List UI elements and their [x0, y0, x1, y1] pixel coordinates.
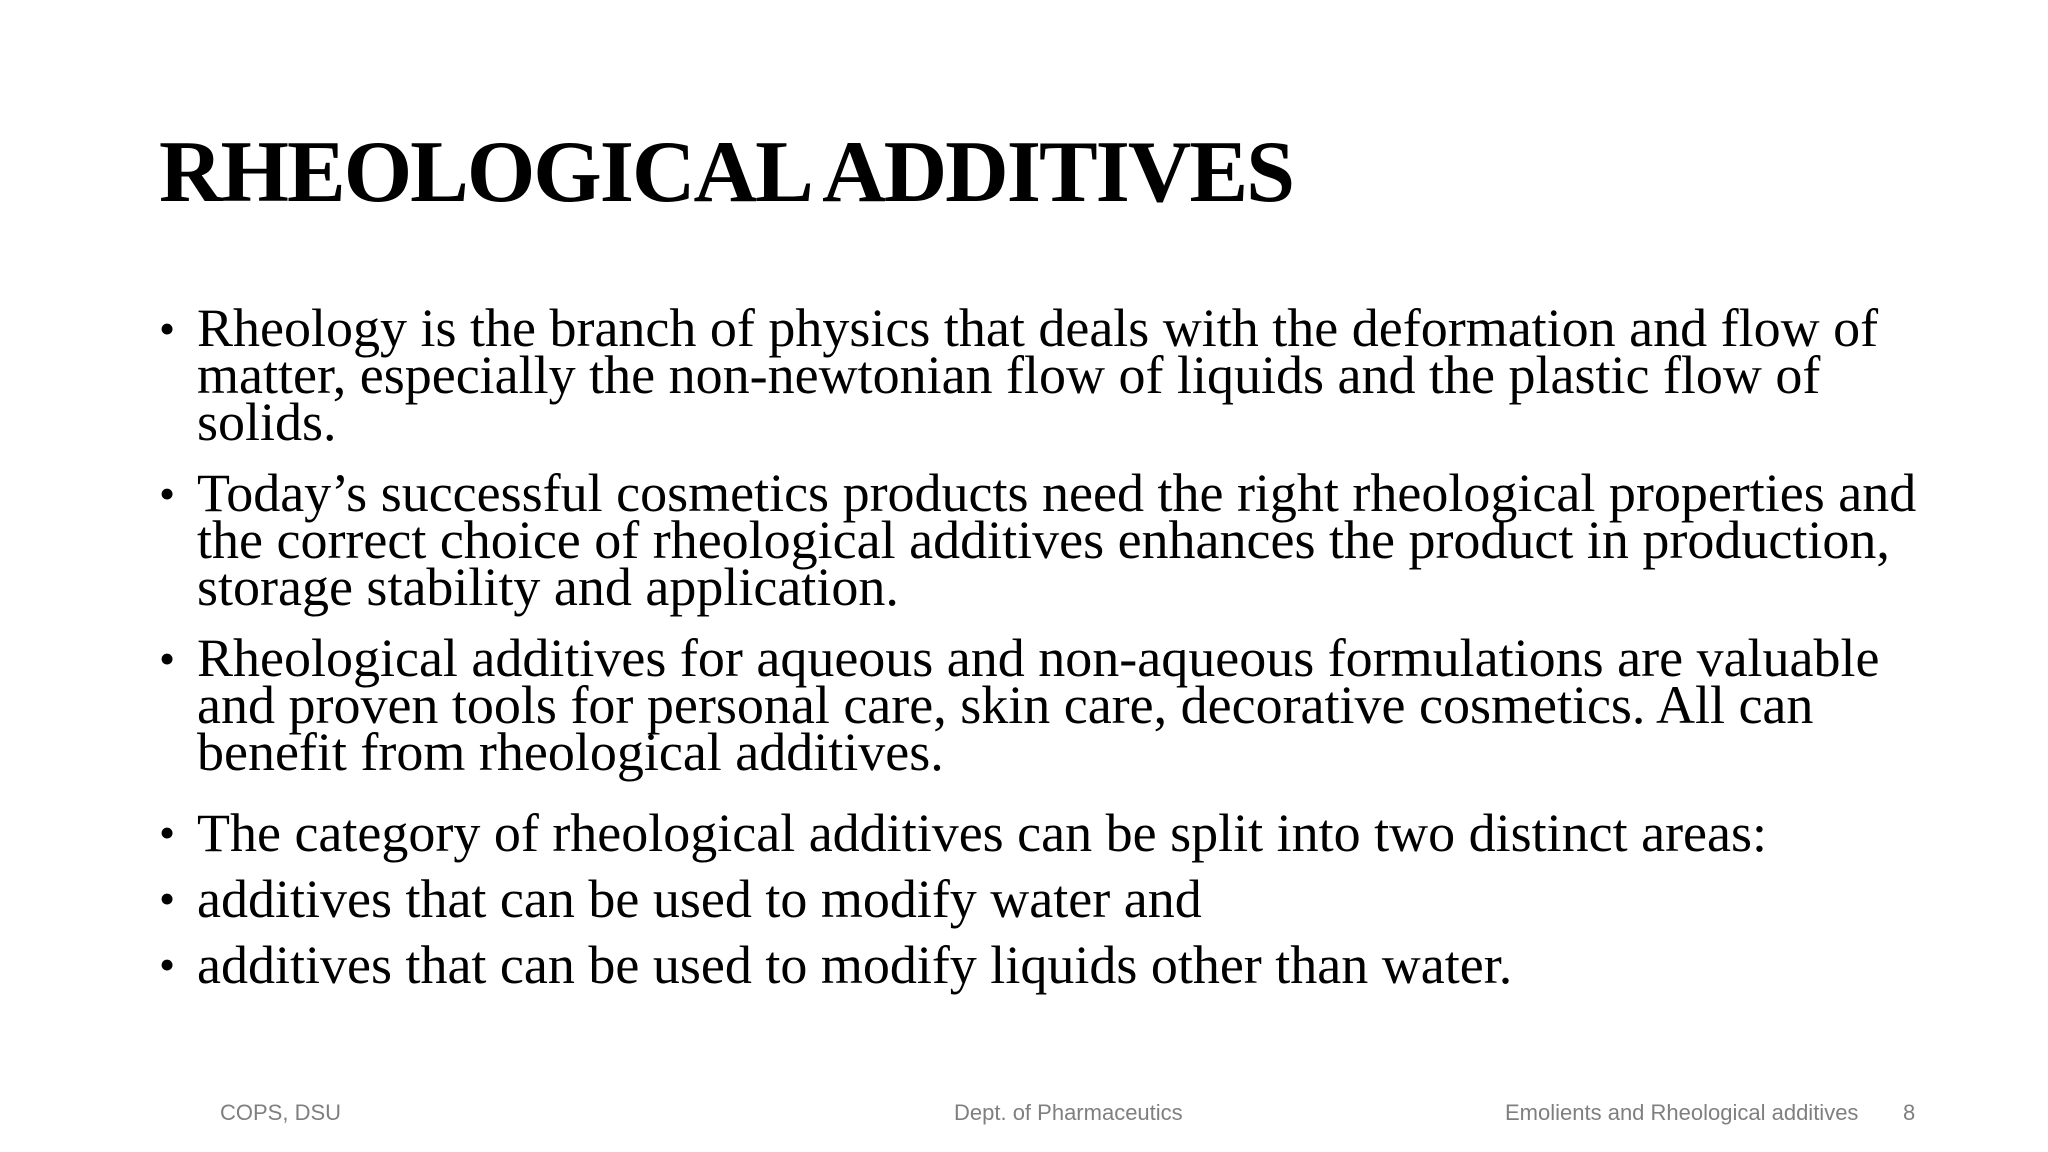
bullet-text: Today’s successful cosmetics products need the right rheological properties and the correct choice of rheological additives enhances the product in production, storage stability and application. [197, 463, 1917, 617]
footer-topic: Emolients and Rheological additives [1505, 1100, 1859, 1125]
page-number: 8 [1903, 1100, 1916, 1125]
bullet-item [159, 866, 1919, 932]
bullet-text: additives that can be used to modify liquids other than water. [197, 935, 1513, 995]
footer-institution: COPS, DSU [220, 1100, 342, 1125]
bullet-item [159, 628, 1919, 782]
bullet-text: The category of rheological additives can be split into two distinct areas: [197, 803, 1768, 863]
bullet-item [159, 463, 1919, 617]
bullet-item [159, 298, 1919, 452]
slide-title: RHEOLOGICAL ADDITIVES [159, 124, 1294, 221]
bullet-item [159, 932, 1919, 998]
bullet-icon: • [159, 468, 176, 519]
bullet-text: additives that can be used to modify water and [197, 869, 1202, 929]
footer-department: Dept. of Pharmaceutics [954, 1100, 1183, 1125]
bullet-icon: • [159, 303, 176, 354]
bullet-icon: • [159, 873, 176, 924]
bullet-icon: • [159, 939, 176, 990]
bullet-text: Rheological additives for aqueous and non-aqueous formulations are valuable and proven tools for personal care, skin care, decorative cosmetics. All can benefit from rheological additives. [197, 628, 1880, 782]
bullet-icon: • [159, 807, 176, 858]
bullet-item [159, 800, 1919, 866]
bullet-icon: • [159, 633, 176, 684]
bullet-text: Rheology is the branch of physics that deals with the deformation and flow of matter, especially the non-newtonian flow of liquids and the plastic flow of solids. [197, 298, 1879, 452]
bullet-list [159, 298, 1919, 998]
